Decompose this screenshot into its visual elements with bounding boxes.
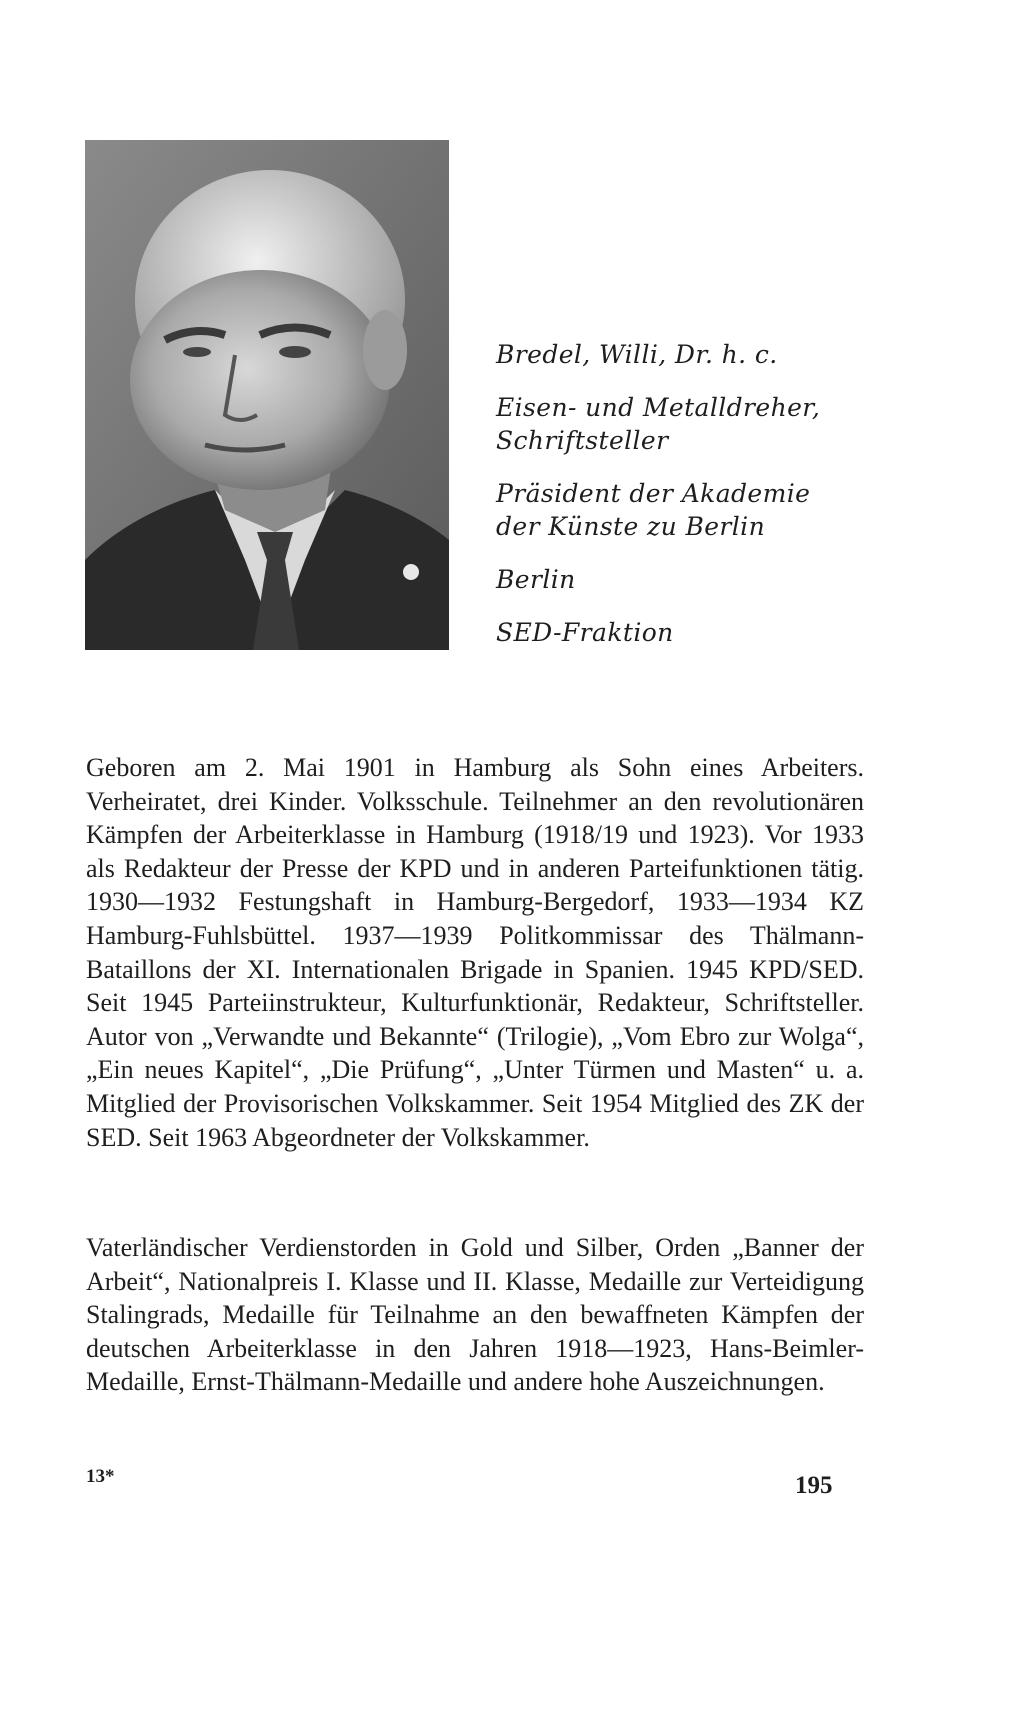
portrait-photo xyxy=(85,140,449,650)
sheet-signature: 13* xyxy=(86,1466,115,1487)
profession-line-2: Schriftsteller xyxy=(496,426,669,455)
person-name: Bredel, Willi, Dr. h. c. xyxy=(496,340,778,369)
profession-line-1: Eisen- und Metalldreher, xyxy=(496,393,821,422)
faction: SED-Fraktion xyxy=(496,618,674,647)
office-line-1: Präsident der Akademie xyxy=(496,479,811,508)
portrait-image xyxy=(85,140,449,650)
biography-paragraph: Geboren am 2. Mai 1901 in Hamburg als Sohn eines Arbeiters. Verheiratet, drei Kinder. Volksschule. Teilnehmer an den revolutionären Kämpfen der Arbeiterklasse in Hamburg (1918/19 und 1923). Vor 1933 als Redakteur der Presse der KPD und in anderen Parteifunktionen tätig. 1930—1932 Festungshaft in Hamburg-Bergedorf, 1933—1934 KZ Hamburg-Fuhlsbüttel. 1937—1939 Politkommissar des Thälmann-Bataillons der XI. Internationalen Brigade in Spanien. 1945 KPD/SED. Seit 1945 Parteiinstrukteur, Kulturfunktionär, Redakteur, Schriftsteller. Autor von „Verwandte und Bekannte“ (Trilogie), „Vom Ebro zur Wolga“, „Ein neues Kapitel“, „Die Prüfung“, „Unter Türmen und Masten“ u. a. Mitglied der Provisorischen Volkskammer. Seit 1954 Mitglied des ZK der SED. Seit 1963 Abgeordneter der Volkskammer. xyxy=(86,753,864,1152)
person-caption xyxy=(496,338,836,649)
awards-paragraph: Vaterländischer Verdienstorden in Gold und Silber, Orden „Banner der Arbeit“, Nationalpreis I. Klasse und II. Klasse, Medaille zur Verteidigung Stalingrads, Medaille für Teilnahme an den bewaffneten Kämpfen der deutschen Arbeiterklasse in den Jahren 1918—1923, Hans-Beimler-Medaille, Ernst-Thälmann-Medaille und andere hohe Auszeichnungen. xyxy=(86,1233,864,1397)
city: Berlin xyxy=(496,565,576,594)
page-number: 195 xyxy=(795,1472,833,1499)
office-line-2: der Künste zu Berlin xyxy=(496,512,766,541)
